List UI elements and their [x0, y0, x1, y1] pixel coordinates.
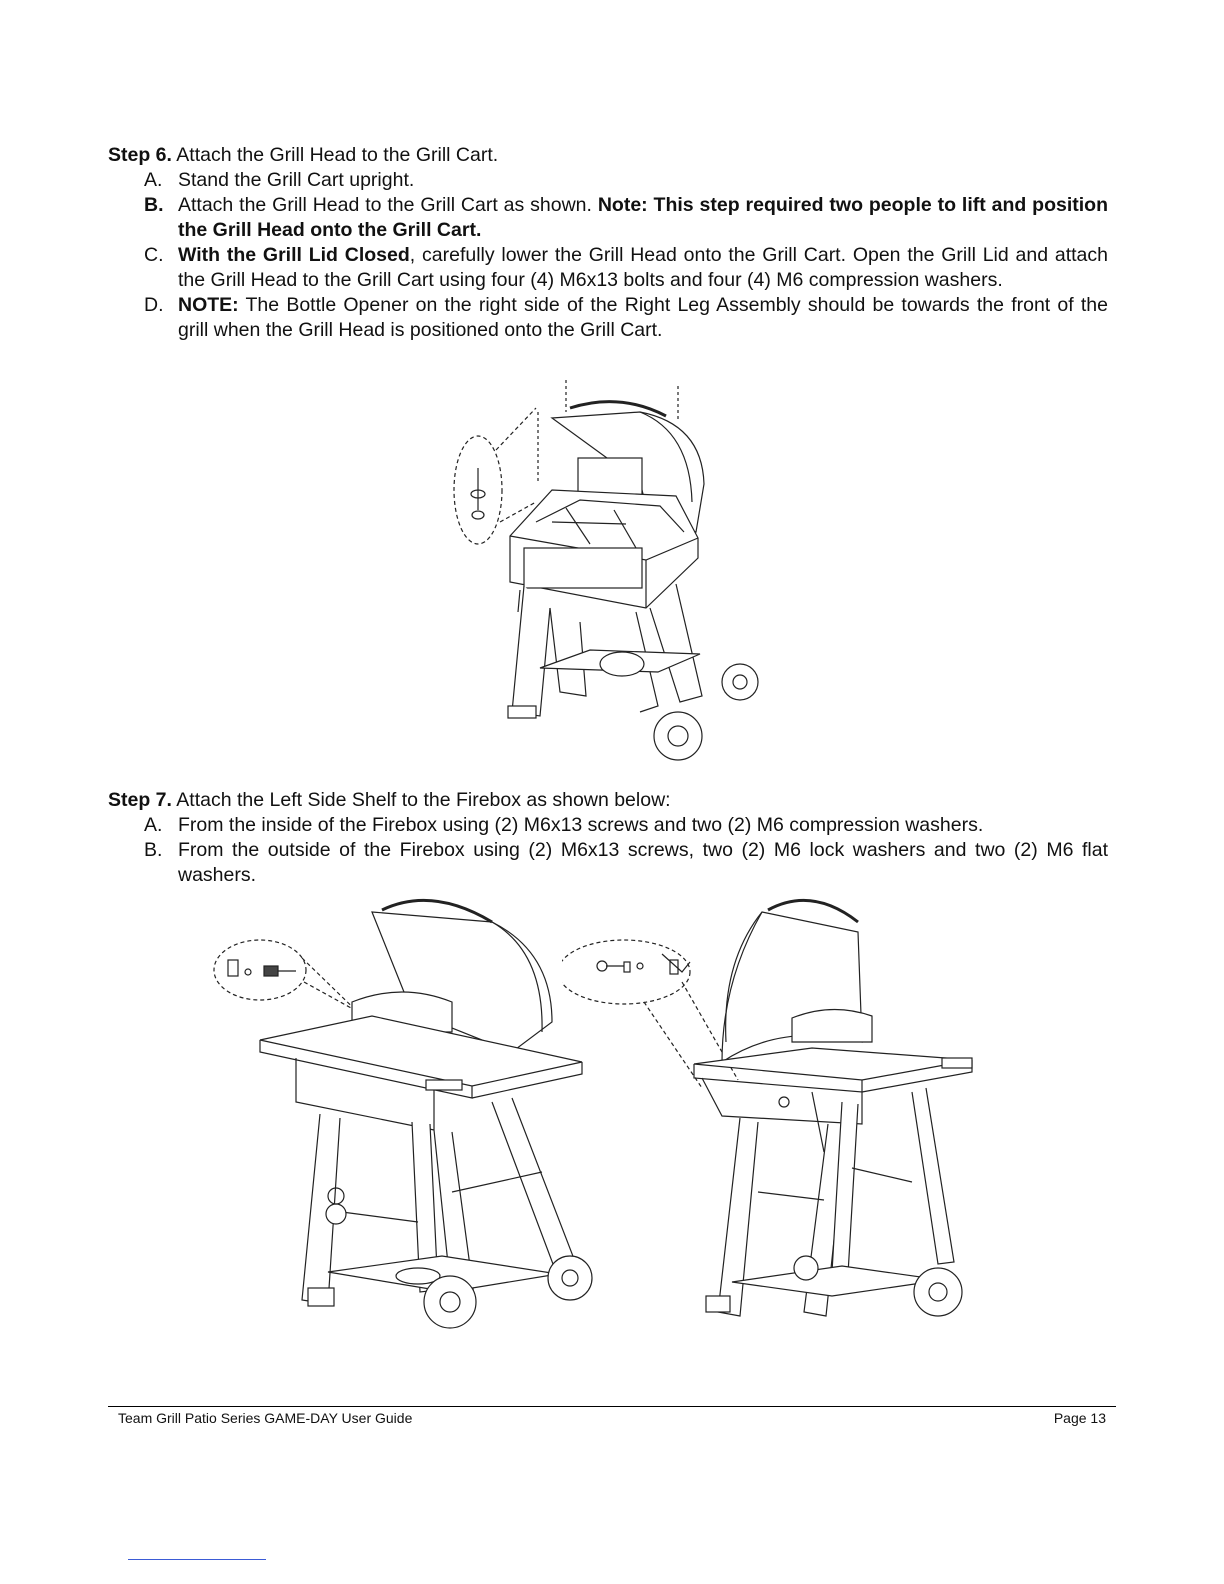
- item-letter: B.: [144, 194, 164, 216]
- step-6-title: Attach the Grill Head to the Grill Cart.: [171, 144, 499, 166]
- item-text: The Bottle Opener on the right side of the Right Leg Assembly should be towards the front of the grill when the Grill Head is positioned onto the Grill Cart.: [178, 294, 1108, 341]
- step-7-item-b: [144, 838, 1108, 888]
- step-6: [108, 143, 1108, 343]
- figure-grill-head-attach: [440, 372, 780, 782]
- step-6-item-b: [144, 193, 1108, 243]
- step-7-item-a: [144, 813, 1108, 838]
- step-6-item-c: [144, 243, 1108, 293]
- item-letter: A.: [144, 814, 163, 836]
- decorative-blue-line: [128, 1559, 266, 1560]
- item-text: Attach the Grill Head to the Grill Cart as shown.: [178, 194, 598, 216]
- figure-left-shelf-outside: [562, 892, 982, 1342]
- step-7-label: Step 7.: [108, 789, 172, 811]
- item-text: From the inside of the Firebox using (2) M6x13 screws and two (2) M6 compression washers.: [178, 814, 984, 836]
- step-6-label: Step 6.: [108, 144, 172, 166]
- item-letter: C.: [144, 244, 164, 266]
- step-6-item-d: [144, 293, 1108, 343]
- step-7-heading: [108, 788, 1108, 813]
- item-note: Note: This step required two people to lift and position the Grill Head onto the Grill Cart.: [178, 194, 1108, 241]
- item-letter: A.: [144, 169, 163, 191]
- item-letter: B.: [144, 839, 163, 861]
- item-text: From the outside of the Firebox using (2) M6x13 screws, two (2) M6 lock washers and two (2) M6 flat washers.: [178, 839, 1108, 886]
- figure-left-shelf-inside: [212, 892, 602, 1342]
- step-6-item-a: [144, 168, 1108, 193]
- item-text: Stand the Grill Cart upright.: [178, 169, 415, 191]
- item-note: NOTE:: [178, 294, 239, 316]
- step-6-heading: [108, 143, 1108, 168]
- step-7-title: Attach the Left Side Shelf to the Firebox as shown below:: [171, 789, 671, 811]
- step-7: [108, 788, 1108, 888]
- item-text: , carefully lower the Grill Head onto the Grill Cart. Open the Grill Lid and attach the Grill Head to the Grill Cart using four (4) M6x13 bolts and four (4) M6 compression washers.: [178, 244, 1108, 291]
- item-emphasis: With the Grill Lid Closed: [178, 244, 410, 266]
- footer-divider: [108, 1406, 1116, 1407]
- item-letter: D.: [144, 294, 164, 316]
- footer-page-number: Page 13: [1053, 1410, 1106, 1426]
- footer-guide-title: Team Grill Patio Series GAME-DAY User Guide: [118, 1410, 413, 1426]
